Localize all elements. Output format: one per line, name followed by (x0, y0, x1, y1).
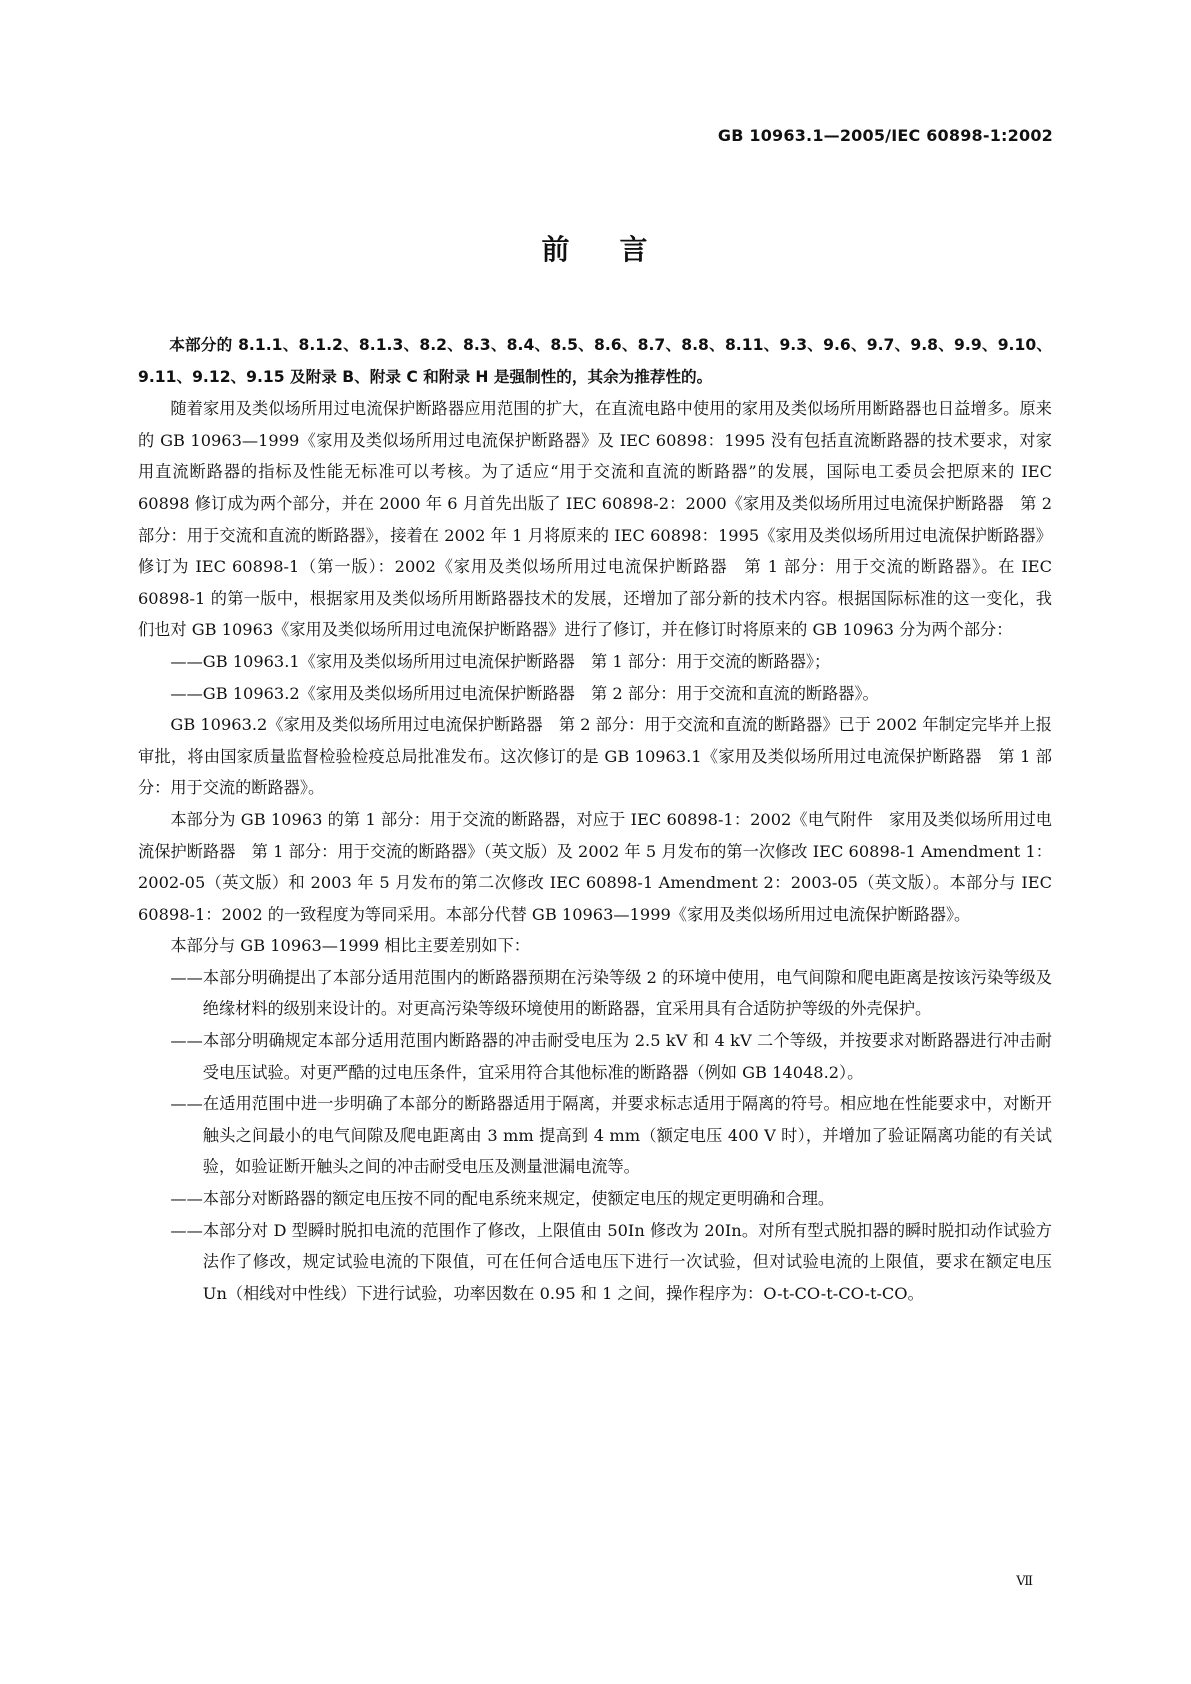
title-char-1: 前 (541, 233, 572, 266)
part-list-item-2: ——GB 10963.2《家用及类似场所用过电流保护断路器 第 2 部分：用于交流和直流的断路器》。 (170, 683, 879, 703)
correspondence-paragraph: 本部分为 GB 10963 的第 1 部分：用于交流的断路器，对应于 IEC 60898-1：2002《电气附件 家用及类似场所用过电流保护断路器 第 1 部分：用于交流的断路器》（英文版）及 2002 年 5 月发布的第一次修改 IEC 60898-1 Amendment 1：2002-05（英文版）和 2003 年 5 月发布的第二次修改 IEC 60898-1 Amendment 2：2003-05（英文版）。本部分与 IEC 60898-1：2002 的一致程度为等同采用。本部分代替 GB 10963—1999《家用及类似场所用过电流保护断路器》。 (138, 809, 1052, 924)
difference-item-4: ——本部分对断路器的额定电压按不同的配电系统来规定，使额定电压的规定更明确和合理。 (170, 1189, 835, 1209)
difference-item-2: ——本部分明确规定本部分适用范围内断路器的冲击耐受电压为 2.5 kV 和 4 kV 二个等级，并按要求对断路器进行冲击耐受电压试验。对更严酷的过电压条件，宜采用符合其他标准的断路器（例如 GB 14048.2）。 (170, 1031, 1052, 1082)
preface-body (138, 330, 1052, 1309)
difference-item-5: ——本部分对 D 型瞬时脱扣电流的范围作了修改，上限值由 50In 修改为 20In。对所有型式脱扣器的瞬时脱扣动作试验方法作了修改，规定试验电流的下限值，可在任何合适电压下进行一次试验，但对试验电流的上限值，要求在额定电压 Un（相线对中性线）下进行试验，功率因数在 0.95 和 1 之间，操作程序为：O-t-CO-t-CO-t-CO。 (170, 1220, 1052, 1303)
page-title (0, 228, 1191, 268)
part-list-item-1: ——GB 10963.1《家用及类似场所用过电流保护断路器 第 1 部分：用于交流的断路器》； (170, 651, 831, 671)
differences-intro: 本部分与 GB 10963—1999 相比主要差别如下： (170, 936, 530, 956)
background-paragraph: 随着家用及类似场所用过电流保护断路器应用范围的扩大，在直流电路中使用的家用及类似场所用断路器也日益增多。原来的 GB 10963—1999《家用及类似场所用过电流保护断路器》及 IEC 60898：1995 没有包括直流断路器的技术要求，对家用直流断路器的指标及性能无标准可以考核。为了适应“用于交流和直流的断路器”的发展，国际电工委员会把原来的 IEC 60898 修订成为两个部分，并在 2000 年 6 月首先出版了 IEC 60898-2：2000《家用及类似场所用过电流保护断路器 第 2 部分：用于交流和直流的断路器》，接着在 2002 年 1 月将原来的 IEC 60898：1995《家用及类似场所用过电流保护断路器》修订为 IEC 60898-1（第一版）：2002《家用及类似场所用过电流保护断路器 第 1 部分：用于交流的断路器》。在 IEC 60898-1 的第一版中，根据家用及类似场所用断路器技术的发展，还增加了部分新的技术内容。根据国际标准的这一变化，我们也对 GB 10963《家用及类似场所用过电流保护断路器》进行了修订，并在修订时将原来的 GB 10963 分为两个部分： (138, 399, 1052, 640)
difference-item-1: ——本部分明确提出了本部分适用范围内的断路器预期在污染等级 2 的环境中使用，电气间隙和爬电距离是按该污染等级及绝缘材料的级别来设计的。对更高污染等级环境使用的断路器，宜采用具有合适防护等级的外壳保护。 (170, 967, 1052, 1019)
part2-status-paragraph: GB 10963.2《家用及类似场所用过电流保护断路器 第 2 部分：用于交流和直流的断路器》已于 2002 年制定完毕并上报审批，将由国家质量监督检验检疫总局批准发布。这次修订的是 GB 10963.1《家用及类似场所用过电流保护断路器 第 1 部分：用于交流的断路器》。 (138, 715, 1052, 798)
standard-number: GB 10963.1—2005/IEC 60898-1:2002 (717, 126, 1053, 145)
difference-item-3: ——在适用范围中进一步明确了本部分的断路器适用于隔离，并要求标志适用于隔离的符号。相应地在性能要求中，对断开触头之间最小的电气间隙及爬电距离由 3 mm 提高到 4 mm（额定电压 400 V 时），并增加了验证隔离功能的有关试验，如验证断开触头之间的冲击耐受电压及测量泄漏电流等。 (170, 1094, 1052, 1177)
page-number: Ⅶ (1016, 1574, 1033, 1589)
mandatory-clauses-paragraph: 本部分的 8.1.1、8.1.2、8.1.3、8.2、8.3、8.4、8.5、8.6、8.7、8.8、8.11、9.3、9.6、9.7、9.8、9.9、9.10、9.11、9.12、9.15 及附录 B、附录 C 和附录 H 是强制性的，其余为推荐性的。 (138, 336, 1052, 386)
title-char-2: 言 (619, 233, 650, 266)
